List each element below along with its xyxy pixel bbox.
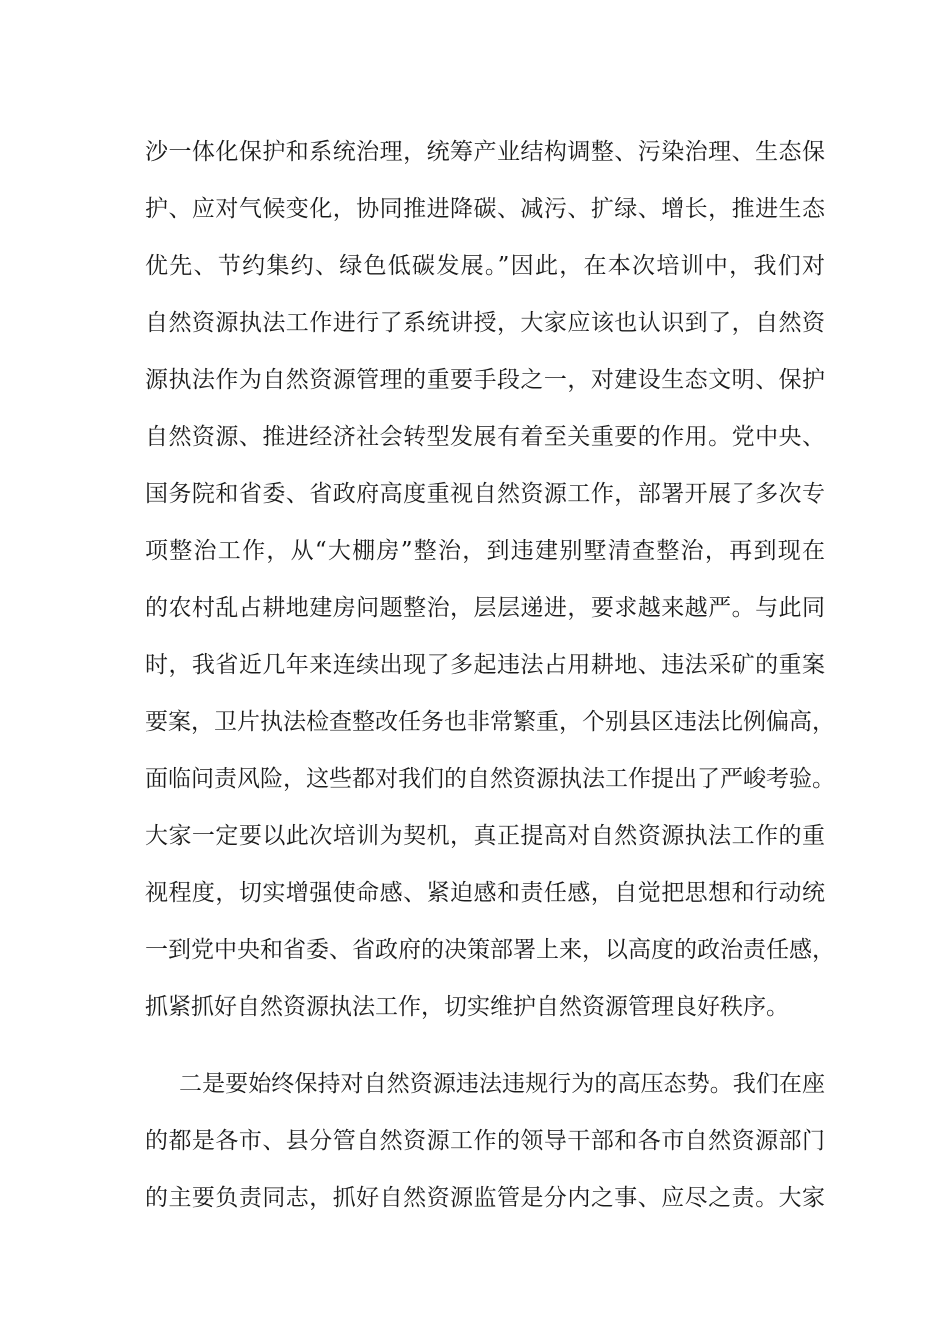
paragraph-1-line-15: 一到党中央和省委、省政府的决策部署上来，以高度的政治责任感，: [145, 937, 835, 963]
paragraph-1-line-6: 自然资源、推进经济社会转型发展有着至关重要的作用。党中央、: [145, 424, 825, 450]
paragraph-1-line-8: 项整治工作，从“大棚房”整治，到违建别墅清查整治，再到现在: [145, 538, 825, 564]
paragraph-1-line-4: 自然资源执法工作进行了系统讲授，大家应该也认识到了，自然资: [145, 310, 825, 336]
paragraph-1-line-3: 优先、节约集约、绿色低碳发展。”因此，在本次培训中，我们对: [145, 253, 825, 279]
paragraph-1-line-12: 面临问责风险，这些都对我们的自然资源执法工作提出了严峻考验。: [145, 766, 835, 792]
paragraph-2-line-3: 的主要负责同志，抓好自然资源监管是分内之事、应尽之责。大家: [145, 1185, 825, 1211]
paragraph-2-line-2: 的都是各市、县分管自然资源工作的领导干部和各市自然资源部门: [145, 1128, 825, 1154]
paragraph-1-line-9: 的农村乱占耕地建房问题整治，层层递进，要求越来越严。与此同: [145, 595, 825, 621]
paragraph-1-line-13: 大家一定要以此次培训为契机，真正提高对自然资源执法工作的重: [145, 823, 825, 849]
paragraph-1-line-14: 视程度，切实增强使命感、紧迫感和责任感，自觉把思想和行动统: [145, 880, 825, 906]
paragraph-1-line-2: 护、应对气候变化，协同推进降碳、减污、扩绿、增长，推进生态: [145, 196, 825, 222]
paragraph-1-line-1: 沙一体化保护和系统治理，统筹产业结构调整、污染治理、生态保: [145, 139, 825, 165]
paragraph-2-line-1: 二是要始终保持对自然资源违法违规行为的高压态势。我们在座: [179, 1071, 825, 1097]
paragraph-1-line-7: 国务院和省委、省政府高度重视自然资源工作，部署开展了多次专: [145, 481, 825, 507]
paragraph-1-line-5: 源执法作为自然资源管理的重要手段之一，对建设生态文明、保护: [145, 367, 825, 393]
paragraph-1-line-16: 抓紧抓好自然资源执法工作，切实维护自然资源管理良好秩序。: [145, 994, 789, 1020]
paragraph-1-line-10: 时，我省近几年来连续出现了多起违法占用耕地、违法采矿的重案: [145, 652, 825, 678]
paragraph-1-line-11: 要案，卫片执法检查整改任务也非常繁重，个别县区违法比例偏高，: [145, 709, 835, 735]
